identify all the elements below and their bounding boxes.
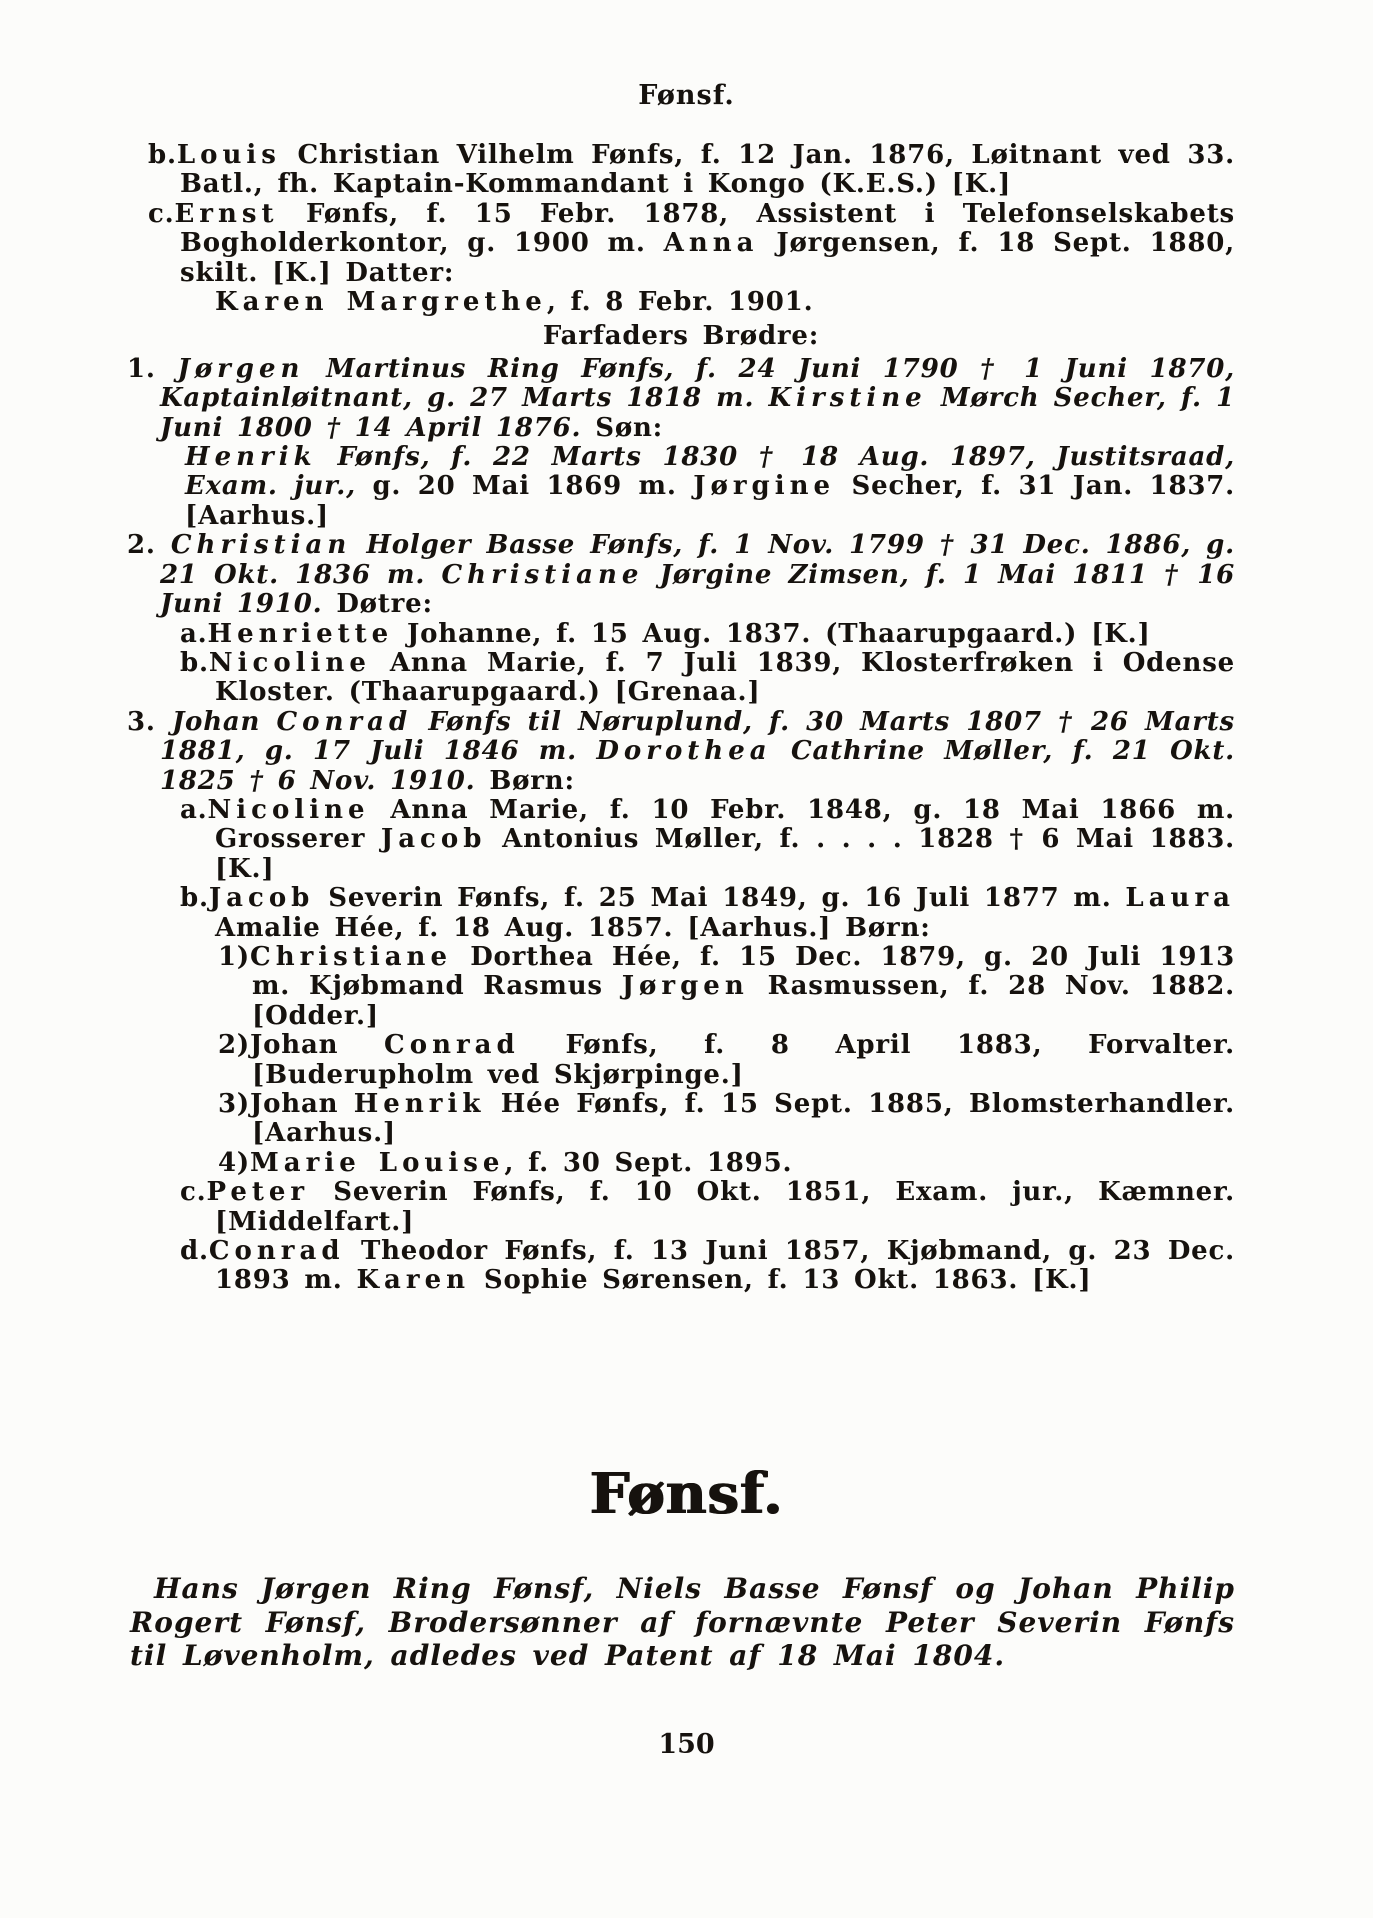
intro-paragraph (130, 1572, 1235, 1673)
text-run: Cathrine Møller, f. 21 Okt. 1825 † 6 Nov. 1910. (160, 736, 1235, 796)
person-name: Louis (176, 140, 281, 170)
genealogy-list (127, 141, 1235, 1296)
entry-karen-margrethe (215, 288, 1235, 317)
text-run: Severin Fønfs, f. 10 Okt. 1851, Exam. jur., Kæmner. [Middelfart.] (215, 1177, 1235, 1237)
entry-3d-conrad (180, 1237, 1235, 1296)
person-name: Jacob (380, 824, 487, 855)
text-run: Døtre: (336, 589, 433, 620)
text-run: Amalie Hée, f. 18 Aug. 1857. [Aarhus.] Børn: (215, 912, 931, 943)
text-run: Anna Marie, f. 7 Juli 1839, Klosterfrøken i Odense Kloster. (Thaarupgaard.) [Grenaa.] (215, 647, 1235, 708)
entry-3a-nicoline (180, 796, 1235, 884)
person-name: Christiane (250, 941, 452, 972)
person-name: Nicoline (207, 794, 370, 825)
person-name: Ernst (174, 198, 279, 229)
entry-2-christian (127, 531, 1235, 619)
text-run: Johan (250, 1030, 385, 1061)
person-name: Conrad (384, 1030, 520, 1061)
text-run: Johanne, f. 15 Aug. 1837. (Thaarupgaard.) [K.] (393, 618, 1151, 649)
entry-1-jorgen (127, 355, 1235, 443)
person-name: Jacob (208, 883, 315, 914)
entry-marker: d. (180, 1236, 209, 1267)
entry-marker: c. (148, 198, 175, 229)
bottom-section (0, 1462, 1373, 1760)
person-name: Anna (663, 228, 759, 259)
page-number: 150 (658, 1728, 715, 1760)
text-run: Søn: (595, 412, 664, 443)
entry-marker: c. (180, 1177, 207, 1208)
entry-3c-peter (180, 1178, 1235, 1237)
text-run: , f. 30 Sept. 1895. (504, 1147, 793, 1178)
person-name: Henrik (185, 442, 317, 473)
entry-2a-henriette (180, 620, 1235, 649)
person-name: Nicoline (208, 647, 371, 678)
entry-3b1-christiane (218, 943, 1235, 1031)
entry-3b4-marie-louise (218, 1149, 1235, 1178)
entry-c-ernst (148, 200, 1235, 288)
text-run: Hans Jørgen Ring Fønsf, Niels Basse Fønsf og Johan Philip Rogert Fønsf, Brodersønner af fornævnte Peter Severin Fønfs til Løvenholm, adledes ved Patent af 18 Mai 1804. (130, 1572, 1235, 1673)
entry-marker: 3) (218, 1089, 250, 1119)
text-run: Severin Fønfs, f. 25 Mai 1849, g. 16 Juli 1877 m. (314, 883, 1126, 914)
text-run: Johan (171, 706, 277, 737)
person-name: Dorothea (596, 736, 772, 767)
text-run: Secher, f. 31 Jan. 1837. [Aarhus.] (185, 471, 1235, 531)
person-name: Karen Margrethe (215, 287, 547, 318)
entry-marker: 2. (127, 530, 171, 561)
entry-marker: 1) (218, 941, 250, 972)
entry-marker: b. (180, 647, 209, 678)
entry-marker: b. (180, 883, 209, 914)
person-name: Jørgen (621, 971, 749, 1002)
text-run: Jørgensen, f. 18 Sept. 1880, skilt. [K.] Datter: (180, 228, 1235, 288)
entry-2b-nicoline (180, 649, 1235, 708)
entry-marker: 4) (218, 1147, 250, 1178)
intro-block (130, 1572, 1235, 1673)
entry-marker: a. (180, 794, 208, 825)
entry-marker: a. (180, 618, 208, 649)
text-run: Dorthea Hée, f. 15 Dec. 1879, g. 20 Juli 1913 m. Kjøbmand Rasmus (252, 941, 1235, 1002)
entry-marker: 2) (218, 1030, 250, 1061)
text-run: Fønfs til Nøruplund, f. 30 Marts 1807 † 26 Marts 1881, g. 17 Juli 1846 m. (160, 706, 1235, 767)
entry-3b2-johan-conrad (218, 1031, 1235, 1090)
person-name: Henrik (353, 1089, 486, 1119)
text-run: Børn: (489, 765, 575, 796)
text-run: Jørgine Zimsen, f. 1 Mai 1811 † 16 Juni 1910. (160, 559, 1235, 620)
entry-marker: 1. (127, 353, 178, 384)
text-run: Martinus Ring Fønfs, f. 24 Juni 1790 † 1 Juni 1870, Kaptainløitnant, g. 27 Marts 1818 m. (160, 353, 1235, 414)
person-name: Karen (356, 1265, 471, 1296)
person-name: Henriette (207, 618, 394, 649)
person-name: Marie Louise (250, 1147, 505, 1178)
person-name: Laura (1125, 883, 1235, 914)
entry-3b3-johan-henrik (218, 1090, 1235, 1149)
entry-3-johan-conrad (127, 708, 1235, 796)
text-run: Theodor Fønfs, f. 13 Juni 1857, Kjøbmand, g. 23 Dec. 1893 m. (215, 1236, 1235, 1296)
person-name: Christian (170, 530, 352, 561)
text-run: Sophie Sørensen, f. 13 Okt. 1863. [K.] (470, 1265, 1092, 1296)
text-run: Mørch Secher, f. 1 Juni 1800 † 14 April 1876. (160, 383, 1235, 443)
entry-marker: b. (148, 140, 177, 170)
subheading-farfaders-brodre (127, 322, 1235, 351)
text-run: Fønfs, f. 8 April 1883, Forvalter. [Buderupholm ved Skjørpinge.] (252, 1030, 1235, 1090)
person-name: Jørgine (693, 471, 836, 502)
person-name: Jørgen (177, 353, 305, 384)
text-run: Holger Basse Fønfs, f. 1 Nov. 1799 † 31 Dec. 1886, g. 21 Okt. 1836 m. (160, 530, 1235, 590)
text-run: Fønfs, f. 22 Marts 1830 † 18 Aug. 1897, Justitsraad, Exam. jur., (185, 442, 1235, 502)
person-name: Kirstine (768, 383, 927, 414)
text-run: , f. 8 Febr. 1901. (546, 287, 814, 318)
person-name: Conrad (276, 706, 413, 737)
entry-marker: 3. (127, 706, 172, 737)
text-run: Hée Fønfs, f. 15 Sept. 1885, Blomsterhandler. [Aarhus.] (252, 1089, 1235, 1149)
entry-b-louis (148, 141, 1235, 200)
text-run: Christian Vilhelm Fønfs, f. 12 Jan. 1876, Løitnant ved 33. Batl., fh. Kaptain-Kommandant i Kongo (K.E.S.) [K.] (180, 140, 1235, 200)
text-run: Fønfs, f. 15 Febr. 1878, Assistent i Telefonselskabets Bogholderkontor, g. 1900 m. (180, 198, 1235, 259)
family-section-heading: Fønsf. (589, 1461, 784, 1527)
running-header: Fønsf. (638, 80, 735, 111)
entry-1-henrik (185, 443, 1235, 531)
text-run: Farfaders Brødre: (542, 321, 820, 352)
person-name: Conrad (208, 1236, 345, 1267)
text-run: Antonius Møller, f. . . . . 1828 † 6 Mai 1883. [K.] (215, 824, 1235, 884)
person-name: Peter (206, 1177, 310, 1208)
text-run: Anna Marie, f. 10 Febr. 1848, g. 18 Mai 1866 m. Grosserer (215, 794, 1235, 855)
entry-3b-jacob (180, 884, 1235, 943)
text-run: g. 20 Mai 1869 m. (372, 471, 694, 502)
text-run: Rasmussen, f. 28 Nov. 1882. [Odder.] (252, 971, 1236, 1031)
text-run: Johan (250, 1089, 354, 1119)
person-name: Christiane (441, 559, 644, 590)
